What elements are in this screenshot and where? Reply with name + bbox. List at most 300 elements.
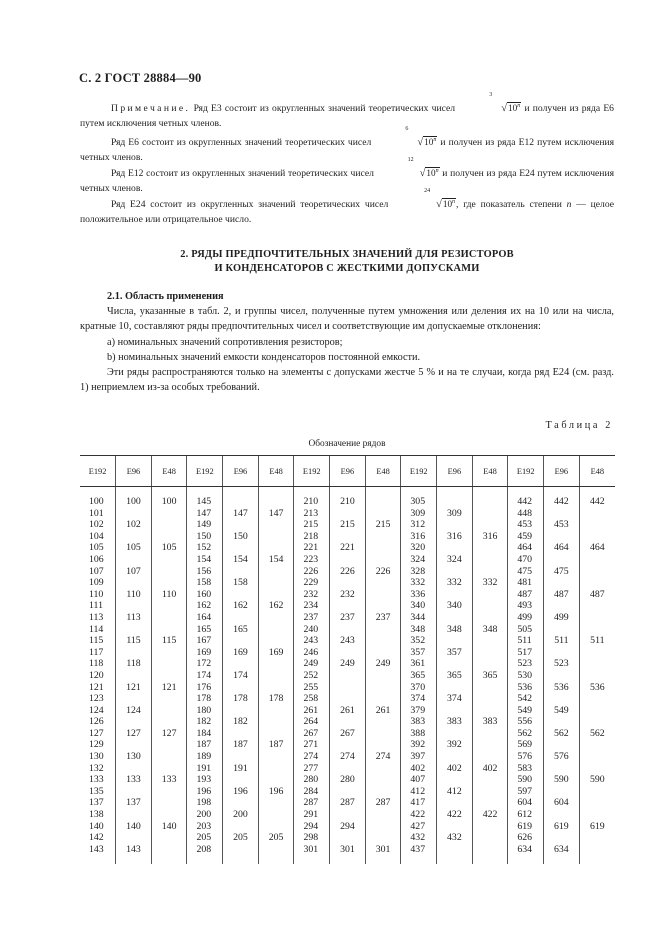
table-cell: 523 [544, 658, 580, 670]
table-cell [258, 589, 294, 601]
table-cell [151, 508, 187, 520]
table-cell: 464 [579, 542, 615, 554]
table-row [80, 693, 615, 705]
table-cell: 309 [401, 508, 437, 520]
table-cell: 246 [294, 647, 330, 659]
table-cell [472, 797, 508, 809]
table-cell: 312 [401, 519, 437, 531]
table-cell: 221 [330, 542, 366, 554]
table-cell [472, 693, 508, 705]
table-cell [258, 774, 294, 786]
table-cell: 124 [89, 704, 104, 716]
table-cell [544, 670, 580, 682]
table-row [80, 682, 615, 694]
table-cell [330, 716, 366, 728]
table-cell [579, 809, 615, 821]
table-cell: 106 [89, 553, 104, 565]
column-header: E48 [365, 456, 401, 487]
table-cell: 111 [89, 600, 103, 612]
table-cell: 121 [151, 682, 187, 694]
table-cell: 182 [187, 716, 223, 728]
table-cell: 294 [294, 821, 330, 833]
table-cell [365, 693, 401, 705]
table-cell: 427 [401, 821, 437, 833]
table-cell [437, 797, 473, 809]
table-cell: 365 [437, 670, 473, 682]
table-cell: 178 [258, 693, 294, 705]
table-cell [365, 577, 401, 589]
table-cell: 203 [187, 821, 223, 833]
table-cell: 110 [151, 589, 187, 601]
table-cell: 249 [294, 658, 330, 670]
table-row [80, 624, 615, 636]
table-cell: 332 [401, 577, 437, 589]
table-cell: 388 [401, 728, 437, 740]
note-e24-text-end: — целое положительное или отрицательное число. [80, 199, 614, 226]
table-cell: 232 [294, 589, 330, 601]
note-e24-text-start: Ряд Е24 состоит из округленных значений теоретических чисел [111, 199, 389, 211]
table-cell: 124 [116, 705, 152, 717]
table-cell: 284 [294, 786, 330, 798]
table-cell: 218 [294, 531, 330, 543]
table-cell: 442 [544, 496, 580, 508]
table-cell [330, 763, 366, 775]
table-cell: 156 [187, 566, 223, 578]
table-cell: 137 [89, 797, 104, 809]
table-cell: 178 [223, 693, 259, 705]
table-cell: 336 [401, 589, 437, 601]
table-cell [116, 600, 152, 612]
table-cell: 604 [544, 797, 580, 809]
table-cell: 309 [437, 508, 473, 520]
table-cell [544, 624, 580, 636]
section-body [80, 289, 614, 395]
table-cell: 234 [294, 600, 330, 612]
table-cell: 150 [223, 531, 259, 543]
table-cell [258, 751, 294, 763]
table-cell: 113 [116, 612, 152, 624]
note-e12 [80, 157, 614, 196]
table-cell [365, 716, 401, 728]
table-cell: 102 [89, 519, 104, 531]
table-cell: 127 [116, 728, 152, 740]
table-cell [365, 647, 401, 659]
table-cell: 267 [330, 728, 366, 740]
table-cell: 147 [258, 508, 294, 520]
table-cell: 407 [401, 774, 437, 786]
table-cell: 287 [294, 797, 330, 809]
table-cell: 105 [151, 542, 187, 554]
table-row [80, 763, 615, 775]
table-cell: 626 [508, 832, 544, 844]
table-cell: 121 [89, 681, 104, 693]
table-cell [365, 821, 401, 833]
table-cell [258, 716, 294, 728]
table-cell: 213 [294, 508, 330, 520]
table-cell: 612 [508, 809, 544, 821]
table-cell: 352 [401, 635, 437, 647]
table-cell: 174 [223, 670, 259, 682]
table-cell [365, 670, 401, 682]
table-cell [151, 763, 187, 775]
table-cell: 142 [89, 832, 104, 844]
table-cell: 184 [187, 728, 223, 740]
table-cell: 121 [116, 682, 152, 694]
table-cell: 187 [187, 739, 223, 751]
table-cell: 517 [508, 647, 544, 659]
table-cell [472, 612, 508, 624]
root-expression-12: 12 √10$^n$ [407, 157, 439, 180]
table-cell: 158 [187, 577, 223, 589]
table-cell [544, 832, 580, 844]
table-row [80, 554, 615, 566]
table-cell: 562 [579, 728, 615, 740]
table-cell: 176 [187, 682, 223, 694]
table-cell [116, 577, 152, 589]
column-header: E96 [223, 456, 259, 487]
table-cell [365, 832, 401, 844]
note-e24-text-mid: , где показатель степени [456, 199, 562, 211]
column-header: E96 [544, 456, 580, 487]
table-cell: 383 [401, 716, 437, 728]
table-cell [579, 832, 615, 844]
table-cell [365, 739, 401, 751]
table-cell: 237 [365, 612, 401, 624]
table-row [80, 751, 615, 763]
table-cell [544, 531, 580, 543]
table-cell: 118 [116, 658, 152, 670]
table-cell: 475 [544, 566, 580, 578]
table-cell: 189 [187, 751, 223, 763]
table-cell: 374 [401, 693, 437, 705]
table-cell: 459 [508, 531, 544, 543]
table-cell: 107 [116, 566, 152, 578]
table-cell: 226 [365, 566, 401, 578]
note-e3-text-end: и получен из ряда Е6 путем исключения четных членов. [80, 103, 614, 130]
table-cell [258, 612, 294, 624]
table-cell: 402 [437, 763, 473, 775]
table-cell [365, 809, 401, 821]
table-cell [579, 693, 615, 705]
table-cell: 442 [579, 496, 615, 508]
column-header: E192 [401, 456, 437, 487]
table-row [80, 519, 615, 531]
table-cell: 619 [544, 821, 580, 833]
table-caption: Таблица 2 [545, 420, 613, 431]
table-cell [116, 763, 152, 775]
table-cell [365, 508, 401, 520]
table-cell: 344 [401, 612, 437, 624]
column-header: E48 [258, 456, 294, 487]
table-cell [258, 728, 294, 740]
table-cell [365, 600, 401, 612]
table-cell: 107 [89, 565, 104, 577]
table-cell [116, 647, 152, 659]
table-cell: 301 [294, 844, 330, 856]
table-cell [116, 832, 152, 844]
table-cell [151, 670, 187, 682]
note-e12-text-end: и получен из ряда Е24 путем исключения четных членов. [80, 168, 614, 195]
table-cell: 109 [89, 577, 104, 589]
table-cell: 115 [116, 635, 152, 647]
note-label: Примечание. [111, 103, 191, 115]
table-cell: 536 [544, 682, 580, 694]
section-title [80, 248, 614, 276]
table-cell: 280 [330, 774, 366, 786]
table-cell: 357 [401, 647, 437, 659]
table-cell: 187 [223, 739, 259, 751]
table-cell: 114 [89, 623, 104, 635]
table-cell [579, 739, 615, 751]
table-cell: 164 [187, 612, 223, 624]
table-cell [579, 612, 615, 624]
section-title-line1: 2. РЯДЫ ПРЕДПОЧТИТЕЛЬНЫХ ЗНАЧЕНИЙ ДЛЯ РЕЗИСТОРОВ [180, 249, 514, 260]
table-cell [258, 635, 294, 647]
table-cell: 340 [401, 600, 437, 612]
table-cell: 200 [187, 809, 223, 821]
table-row [80, 739, 615, 751]
table-cell [151, 519, 187, 531]
table-cell: 133 [116, 774, 152, 786]
table-row [80, 600, 615, 612]
table-cell [472, 774, 508, 786]
table-cell [151, 531, 187, 543]
column-header: E96 [116, 456, 152, 487]
table-cell: 274 [365, 751, 401, 763]
table-cell: 193 [187, 774, 223, 786]
table-cell: 127 [151, 728, 187, 740]
table-cell [472, 542, 508, 554]
column-header: E192 [294, 456, 330, 487]
table-cell: 115 [89, 635, 104, 647]
table-cell [365, 635, 401, 647]
table-cell [472, 786, 508, 798]
table-cell [365, 763, 401, 775]
table-cell [151, 600, 187, 612]
table-cell: 200 [223, 809, 259, 821]
table-cell [437, 658, 473, 670]
table-cell: 182 [223, 716, 259, 728]
table-cell: 523 [508, 658, 544, 670]
table-cell [330, 832, 366, 844]
table-cell: 511 [544, 635, 580, 647]
table-cell: 243 [294, 635, 330, 647]
table-cell: 147 [187, 508, 223, 520]
table-cell [544, 508, 580, 520]
table-cell [437, 682, 473, 694]
table-cell [579, 566, 615, 578]
table-cell [151, 658, 187, 670]
table-cell: 361 [401, 658, 437, 670]
table-cell: 113 [89, 611, 104, 623]
table-cell: 392 [437, 739, 473, 751]
table-cell [116, 786, 152, 798]
table-cell [437, 705, 473, 717]
table-cell [544, 577, 580, 589]
table-cell [151, 693, 187, 705]
table-cell: 298 [294, 832, 330, 844]
table-cell: 481 [508, 577, 544, 589]
table-cell [330, 624, 366, 636]
table-cell: 464 [544, 542, 580, 554]
table-cell: 287 [330, 797, 366, 809]
table-cell [472, 658, 508, 670]
table-cell [437, 542, 473, 554]
table-cell: 132 [89, 762, 104, 774]
table-cell: 542 [508, 693, 544, 705]
table-cell: 340 [437, 600, 473, 612]
table-cell: 475 [508, 566, 544, 578]
note-e12-text-start: Ряд Е12 состоит из округленных значений теоретических чисел [111, 168, 374, 180]
table-cell [151, 786, 187, 798]
table-cell [579, 797, 615, 809]
table-cell: 619 [508, 821, 544, 833]
table-cell [258, 519, 294, 531]
table-cell: 255 [294, 682, 330, 694]
table-row [80, 542, 615, 554]
table-cell: 432 [401, 832, 437, 844]
table-cell: 271 [294, 739, 330, 751]
table-cell [579, 554, 615, 566]
table-cell: 205 [187, 832, 223, 844]
table-cell [223, 774, 259, 786]
table-header-row [80, 456, 615, 487]
table-row [80, 531, 615, 543]
table-cell: 229 [294, 577, 330, 589]
table-cell: 243 [330, 635, 366, 647]
table-cell [116, 624, 152, 636]
table-cell: 172 [187, 658, 223, 670]
table-cell [151, 705, 187, 717]
note-e6-text-start: Ряд Е6 состоит из округленных значений теоретических чисел [111, 137, 372, 149]
table-cell: 470 [508, 554, 544, 566]
table-cell: 210 [330, 496, 366, 508]
table-cell [258, 542, 294, 554]
table-cell: 604 [508, 797, 544, 809]
table-cell [579, 763, 615, 775]
table-cell: 123 [89, 693, 104, 705]
table-cell: 328 [401, 566, 437, 578]
table-cell: 126 [89, 716, 104, 728]
table-row [80, 809, 615, 821]
table-cell: 174 [187, 670, 223, 682]
table-cell: 149 [187, 519, 223, 531]
table-cell: 127 [89, 727, 104, 739]
table-cell: 277 [294, 763, 330, 775]
table-cell [258, 531, 294, 543]
table-cell: 117 [89, 646, 104, 658]
table-cell [365, 554, 401, 566]
table-cell: 634 [508, 844, 544, 856]
table-cell [151, 797, 187, 809]
table-cell [223, 496, 259, 508]
table-cell [472, 844, 508, 856]
table-cell [223, 635, 259, 647]
table-cell [437, 566, 473, 578]
table-cell: 332 [437, 577, 473, 589]
table-cell: 115 [151, 635, 187, 647]
table-cell: 208 [187, 844, 223, 856]
table-cell [223, 589, 259, 601]
table-cell [116, 809, 152, 821]
table-cell: 162 [223, 600, 259, 612]
table-cell [223, 519, 259, 531]
table-cell: 160 [187, 589, 223, 601]
table-cell: 180 [187, 705, 223, 717]
table-cell [472, 705, 508, 717]
table-cell: 100 [116, 496, 152, 508]
note-variable-n: n [566, 199, 572, 211]
table-cell [437, 519, 473, 531]
table-cell: 165 [187, 624, 223, 636]
root-expression-6: 6 √10$^n$ [405, 126, 437, 149]
table-cell: 464 [508, 542, 544, 554]
table-cell [579, 658, 615, 670]
table-cell [151, 751, 187, 763]
table-cell: 261 [294, 705, 330, 717]
table-cell: 590 [579, 774, 615, 786]
table-cell: 422 [437, 809, 473, 821]
table-cell: 130 [116, 751, 152, 763]
table-cell [472, 496, 508, 508]
table-row [80, 821, 615, 833]
section-title-line2: И КОНДЕНСАТОРОВ С ЖЕСТКИМИ ДОПУСКАМИ [214, 263, 480, 274]
table-cell: 590 [544, 774, 580, 786]
table-cell: 130 [89, 751, 104, 763]
table-cell [437, 589, 473, 601]
paragraph-scope: Числа, указанные в табл. 2, и группы чисел, полученные путем умножения или деления их на 10 или на числа, кратные 10, составляют ряды предпочтительных чисел и соответствующие им допускаемые отклонения: [80, 306, 614, 333]
table-cell: 437 [401, 844, 437, 856]
table-cell: 249 [365, 658, 401, 670]
table-cell [258, 797, 294, 809]
table-row [80, 705, 615, 717]
note-e6 [80, 126, 615, 165]
table-cell [579, 600, 615, 612]
table-cell [579, 751, 615, 763]
table-spacer-row [80, 855, 615, 864]
table-cell [258, 670, 294, 682]
table-cell: 196 [187, 786, 223, 798]
table-cell [437, 821, 473, 833]
table-cell: 383 [472, 716, 508, 728]
table-cell: 583 [508, 763, 544, 775]
table-cell [437, 496, 473, 508]
table-cell: 493 [508, 600, 544, 612]
table-cell: 158 [223, 577, 259, 589]
note-e3-text-start: Ряд Е3 состоит из округленных значений теоретических чисел [193, 103, 456, 115]
table-cell: 320 [401, 542, 437, 554]
table-cell [365, 624, 401, 636]
table-subcaption: Обозначение рядов [308, 439, 386, 449]
table-cell: 365 [401, 670, 437, 682]
table-cell: 135 [89, 785, 104, 797]
table-cell: 154 [187, 554, 223, 566]
table-cell: 145 [187, 496, 223, 508]
table-cell [223, 751, 259, 763]
table-cell: 417 [401, 797, 437, 809]
table-cell [472, 821, 508, 833]
table-cell: 167 [187, 635, 223, 647]
table-cell: 316 [437, 531, 473, 543]
table-cell [579, 519, 615, 531]
table-row [80, 496, 615, 508]
table-cell: 562 [544, 728, 580, 740]
table-cell: 316 [401, 531, 437, 543]
table-cell: 316 [472, 531, 508, 543]
table-cell [437, 728, 473, 740]
table-cell: 597 [508, 786, 544, 798]
table-cell [151, 809, 187, 821]
